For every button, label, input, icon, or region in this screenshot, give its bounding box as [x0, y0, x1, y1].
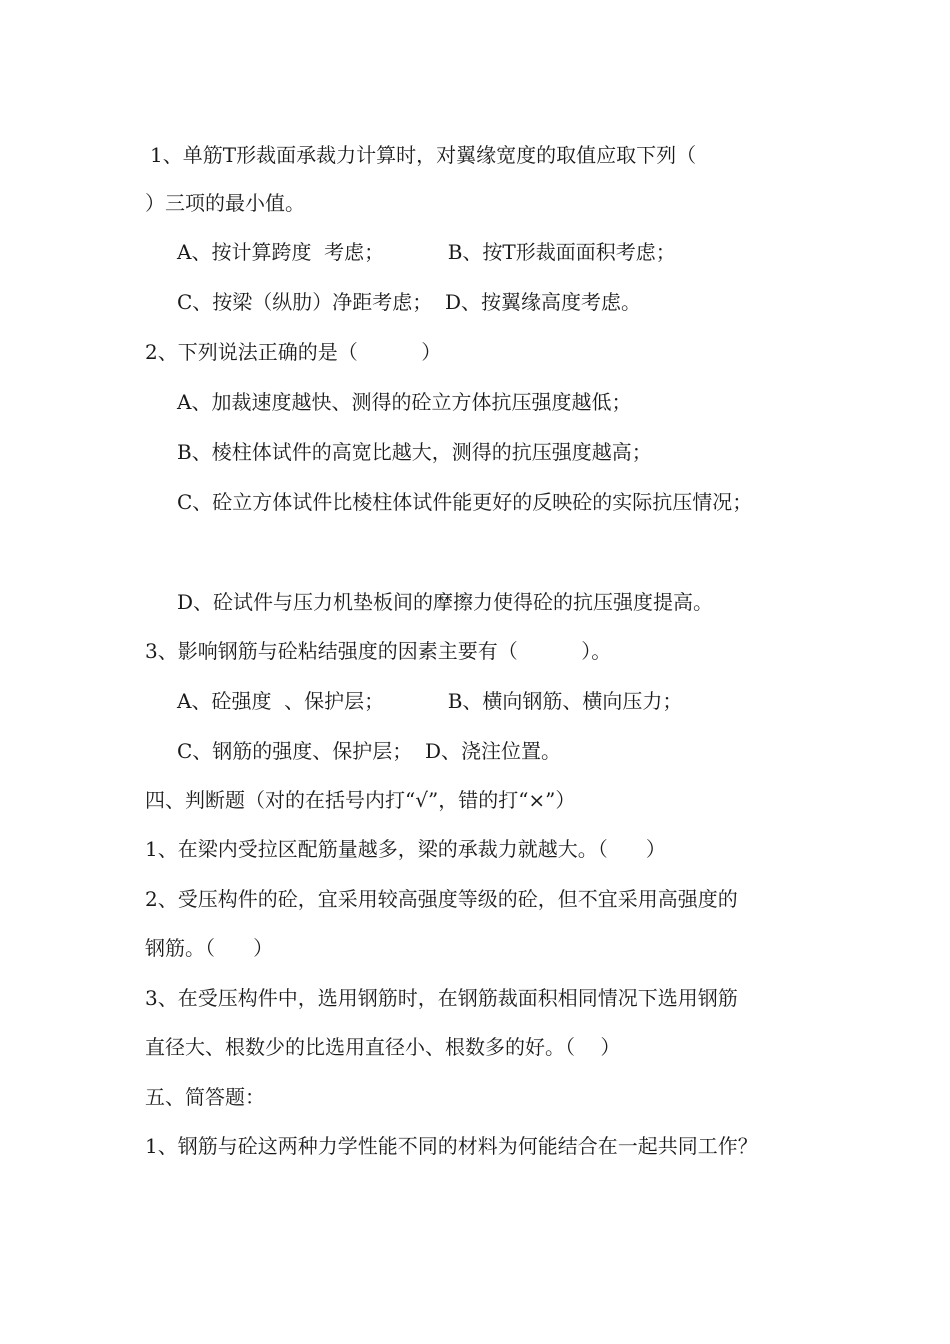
question-3-options-ab: A、砼强度 、保护层； B、横向钢筋、横向压力；	[177, 689, 683, 713]
judgment-3-continued: 直径大、根数少的比选用直径小、根数多的好。（ ）	[145, 1035, 621, 1059]
section-4-heading: 四、判断题（对的在括号内打“√”，错的打“×”）	[145, 788, 576, 812]
judgment-2-continued: 钢筋。（ ）	[145, 936, 274, 960]
question-2-option-b: B、棱柱体试件的高宽比越大，测得的抗压强度越高；	[177, 440, 652, 464]
judgment-1: 1、在梁内受拉区配筋量越多，梁的承裁力就越大。（ ）	[145, 837, 666, 861]
judgment-3: 3、在受压构件中，选用钢筋时，在钢筋裁面积相同情况下选用钢筋	[145, 986, 738, 1010]
question-2-stem: 2、下列说法正确的是（ ）	[145, 340, 442, 364]
question-1-stem: 1、单筋T形裁面承裁力计算时，对翼缘宽度的取值应取下列（	[150, 143, 697, 167]
section-5-heading: 五、简答题：	[145, 1085, 265, 1109]
short-answer-1: 1、钢筋与砼这两种力学性能不同的材料为何能结合在一起共同工作？	[145, 1134, 758, 1158]
question-3-options-cd: C、钢筋的强度、保护层； D、浇注位置。	[177, 739, 562, 763]
question-2-option-d: D、砼试件与压力机垫板间的摩擦力使得砼的抗压强度提高。	[177, 590, 714, 614]
question-1-options-ab: A、按计算跨度 考虑； B、按T形裁面面积考虑；	[177, 240, 676, 264]
question-2-option-c: C、砼立方体试件比棱柱体试件能更好的反映砼的实际抗压情况；	[177, 490, 753, 514]
judgment-2: 2、受压构件的砼，宜采用较高强度等级的砼，但不宜采用高强度的	[145, 887, 738, 911]
question-3-stem: 3、影响钢筋与砼粘结强度的因素主要有（ ）。	[145, 639, 612, 663]
question-1-options-cd: C、按梁（纵肋）净距考虑； D、按翼缘高度考虑。	[177, 290, 642, 314]
question-1-stem-continued: ）三项的最小值。	[145, 191, 305, 215]
question-2-option-a: A、加裁速度越快、测得的砼立方体抗压强度越低；	[177, 390, 632, 414]
